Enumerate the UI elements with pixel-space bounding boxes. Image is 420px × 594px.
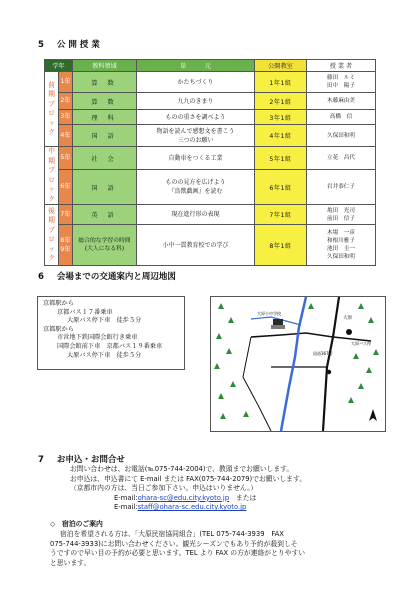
- tree-icon: [366, 367, 372, 373]
- tree-icon: [243, 411, 249, 417]
- cell-class: 5年1組: [255, 147, 307, 170]
- table-row: [45, 110, 376, 125]
- tree-icon: [214, 363, 220, 369]
- email-line-1: [70, 494, 306, 504]
- tree-icon: [308, 303, 314, 309]
- cell-unit: 九九のきまり: [137, 93, 255, 110]
- lodging-line: 宿泊を希望される方は、「大原民宿協同組合」(TEL 075-744-3939 FAX: [60, 530, 284, 538]
- cell-class: 2年1組: [255, 93, 307, 110]
- route-line: 市営地下鉄国際会館行き乗車: [57, 334, 138, 342]
- cell-teacher: 立花 昌代: [307, 147, 376, 170]
- section7-title: お申込・お問合せ: [56, 455, 125, 465]
- schedule-table: [44, 59, 376, 266]
- email-label: E-mail:: [114, 493, 138, 502]
- header-class: 公開教室: [255, 60, 307, 72]
- contact-line: （京都市内の方は、当日ご参加下さい。申込はいりません。）: [70, 484, 258, 493]
- cell-unit: 小中一貫教育校での学び: [137, 225, 255, 266]
- lodging-line: 075-744-3933)にお問い合わせください。観光シーズンでもあり予約が殺到しそ: [50, 539, 298, 548]
- cell-year: 6年: [59, 170, 73, 205]
- bus-stop-marker: [346, 329, 352, 335]
- forest-markers: [214, 303, 379, 419]
- cell-class: 1年1組: [255, 72, 307, 93]
- map-marker: [327, 370, 331, 374]
- north-arrow: [369, 409, 377, 421]
- tree-icon: [216, 333, 222, 339]
- table-row: [45, 225, 376, 266]
- section5-number: 5: [38, 40, 44, 50]
- tree-icon: [220, 413, 226, 419]
- cell-teacher: 木藤麻由美: [307, 93, 376, 110]
- lodging-line: うですので早い目の予約が必要と思います。TEL より FAX の方が連絡がとりやすい: [50, 549, 306, 558]
- tree-icon: [230, 381, 236, 387]
- cell-class: 6年1組: [255, 170, 307, 205]
- route-line: 大原バス停下車 徒歩５分: [67, 351, 142, 359]
- table-row: [45, 93, 376, 110]
- cell-subject: 理 科: [73, 110, 137, 125]
- section5-heading: [38, 38, 100, 50]
- river: [281, 297, 306, 431]
- table-row: [45, 170, 376, 205]
- cell-unit: 自動車をつくる工業: [137, 147, 255, 170]
- map-label: 大原: [343, 316, 352, 321]
- route-line: 京都駅から: [43, 325, 74, 333]
- cell-unit: ものの重さを調べよう: [137, 110, 255, 125]
- route-line: 京都バス１７番乗車: [57, 308, 113, 316]
- lodging-title: ◇ 宿泊のご案内: [50, 520, 103, 528]
- table-row: [45, 72, 376, 93]
- cell-subject: 英 語: [73, 205, 137, 225]
- tree-icon: [348, 397, 354, 403]
- header-unit: 単 元: [137, 60, 255, 72]
- cell-teacher: 髙橋 信: [307, 110, 376, 125]
- lodging-text: [50, 530, 390, 568]
- school-ground: [271, 325, 285, 329]
- email-label: E-mail:: [114, 503, 138, 512]
- email-line-2: [70, 503, 306, 513]
- table-row: [45, 125, 376, 147]
- cell-teacher: 木場 一彦 和根川雅子 池田 圭一 久保田和明: [307, 225, 376, 266]
- route-line: 国際会館前下車 京都バス１９番乗車: [57, 342, 163, 350]
- tree-icon: [353, 353, 359, 359]
- cell-unit: ものの見方を広げよう 『鳥獣戯画』を読む: [137, 170, 255, 205]
- cell-year: 8年 9年: [59, 225, 73, 266]
- tree-icon: [368, 317, 374, 323]
- contact-line: お申込は、申込書にて E-mail または FAX(075-744-2079)でお願いします。: [70, 474, 307, 483]
- cell-teacher: 久保田和明: [307, 125, 376, 147]
- email-link-2[interactable]: staff@ohara-sc.edu.city.kyoto.jp: [137, 503, 247, 512]
- table-row: [45, 205, 376, 225]
- cell-subject: 国 語: [73, 125, 137, 147]
- cell-class: 3年1組: [255, 110, 307, 125]
- cell-year: 3年: [59, 110, 73, 125]
- section7-heading: [38, 453, 125, 465]
- cell-unit: 現在進行形の表現: [137, 205, 255, 225]
- table-row: [45, 147, 376, 170]
- route-box: [37, 296, 185, 370]
- section7-number: 7: [38, 455, 44, 465]
- route-line: 京都駅から: [43, 300, 74, 307]
- tree-icon: [228, 317, 234, 323]
- main-road: [323, 297, 339, 431]
- tree-icon: [218, 393, 224, 399]
- tree-icon: [358, 383, 364, 389]
- cell-subject: 国 語: [73, 170, 137, 205]
- section5-title: 公 開 授 業: [56, 40, 100, 50]
- cell-subject: 算 数: [73, 93, 137, 110]
- cell-unit: 物語を読んで感想文を書こう 三つのお願い: [137, 125, 255, 147]
- cell-teacher: 岩井恭仁子: [307, 170, 376, 205]
- tree-icon: [218, 303, 224, 309]
- contact-text: [70, 465, 306, 513]
- cell-teacher: 亀田 光司 前田 信子: [307, 205, 376, 225]
- map-graphic: [211, 297, 385, 431]
- header-subject: 教科領域: [73, 60, 137, 72]
- email-link-1[interactable]: ohara-sc@edu.city.kyoto.jp: [137, 493, 230, 502]
- section6-number: 6: [38, 272, 44, 282]
- cell-unit: かたちづくり: [137, 72, 255, 93]
- cell-subject: 算 数: [73, 72, 137, 93]
- cell-year: 1年: [59, 72, 73, 93]
- map-label: 国道367号: [313, 351, 333, 356]
- side-road: [251, 333, 371, 341]
- block-label: 中 期 ブ ロ ッ ク: [45, 147, 59, 205]
- contact-line: お問い合わせは、お電話(℡075-744-2004)で、教頭までお願いします。: [70, 465, 294, 473]
- cell-year: 5年: [59, 147, 73, 170]
- route-line: 大原バス停下車 徒歩５分: [67, 317, 142, 325]
- cell-year: 4年: [59, 125, 73, 147]
- block-label: 前 期 ブ ロ ッ ク: [45, 72, 59, 147]
- block-label: 後 期 ブ ロ ッ ク: [45, 205, 59, 266]
- cell-subject: 総合的な学習の時間 (大人になる科): [73, 225, 137, 266]
- cell-class: 7年1組: [255, 205, 307, 225]
- cell-teacher: 藤田 ルミ 田中 陽子: [307, 72, 376, 93]
- area-map: [210, 296, 386, 432]
- table-header-row: [45, 60, 376, 72]
- cell-year: 2年: [59, 93, 73, 110]
- tree-icon: [373, 349, 379, 355]
- tree-icon: [226, 348, 232, 354]
- header-year: 学年: [45, 60, 73, 72]
- cell-year: 7年: [59, 205, 73, 225]
- header-teacher: 授 業 者: [307, 60, 376, 72]
- email-suffix: または: [229, 493, 257, 502]
- cell-class: 4年1組: [255, 125, 307, 147]
- section6-heading: [38, 270, 176, 282]
- school-building: [273, 319, 283, 325]
- map-label: 大原バス停: [351, 341, 371, 346]
- section6-title: 会場までの交通案内と周辺地図: [56, 272, 176, 282]
- tree-icon: [358, 303, 364, 309]
- lodging-line: と思います。: [50, 558, 91, 567]
- map-label: 大原小中学校: [257, 311, 281, 316]
- cell-class: 8年1組: [255, 225, 307, 266]
- cell-subject: 社 会: [73, 147, 137, 170]
